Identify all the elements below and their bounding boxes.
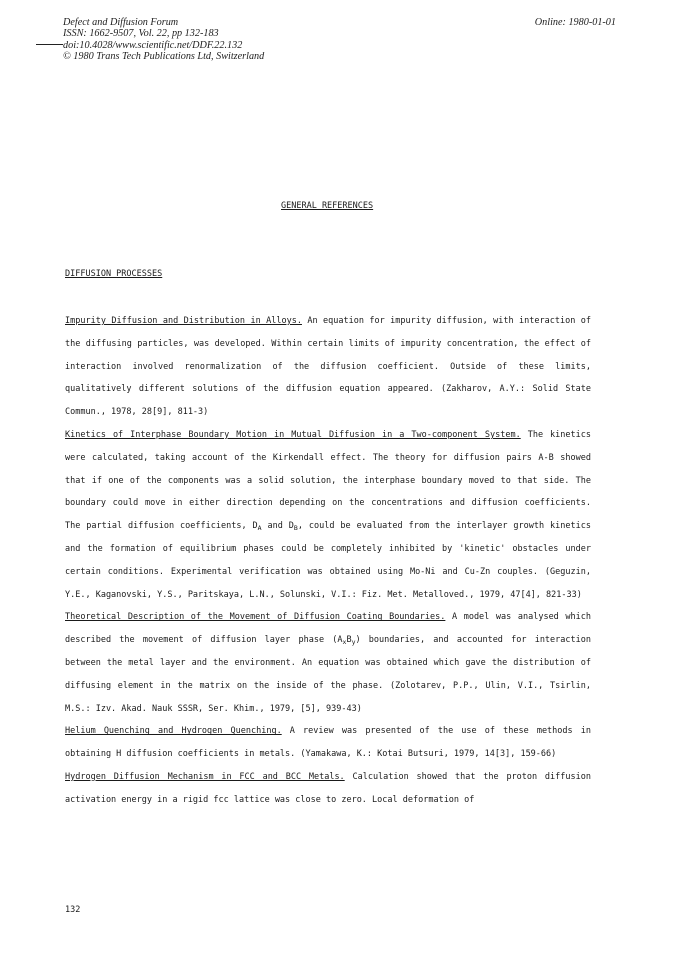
entry-title: Helium Quenching and Hydrogen Quenching. [65,726,282,737]
entry-text: The kinetics were calculated, taking account of the Kirkendall effect. The theory for diffusion pairs A-B showed that if one of the components was a solid solution, the interphase boundary moved to that side. The boundary could move in either direction depending on the concentrations and diffusion coefficients. The partial diffusion coefficients, D [65,429,591,532]
reference-entry [65,720,591,766]
entry-text: A review was presented of the use of these methods in obtaining H diffusion coefficients in metals. (Yamakawa, K.: Kotai Butsuri, 1979, 14[3], 159-66) [65,726,591,760]
entry-text: and D [261,521,294,532]
journal-name: Defect and Diffusion Forum [63,17,179,28]
subscript: x [342,638,347,647]
header-rule [36,44,63,45]
entry-title: Hydrogen Diffusion Mechanism in FCC and BCC Metals. [65,771,345,782]
entry-title: Kinetics of Interphase Boundary Motion in Mutual Diffusion in a Two-component System. [65,429,521,440]
entry-text: , could be evaluated from the interlayer growth kinetics and the formation of equilibrium phases could be completely inhibited by 'kinetic' obstacles under certain conditions. Experimental verification was obtained using Mo-Ni and Cu-Zn couples. (Geguzin, Y.E., Kaganovski, Y.S., Paritskaya, L.N., Solunski, V.I.: Fiz. Met. Metalloved., 1979, 47[4], 821-33) [65,521,591,600]
references-body [65,310,591,812]
page-heading: GENERAL REFERENCES [281,201,374,211]
entry-title: Theoretical Description of the Movement of Diffusion Coating Boundaries. [65,612,446,623]
journal-issn: ISSN: 1662-9507, Vol. 22, pp 132-183 [63,28,219,40]
entry-title: Impurity Diffusion and Distribution in Alloys. [65,316,302,326]
subscript: y [351,638,356,647]
entry-text: An equation for impurity diffusion, with interaction of the diffusing particles, was developed. Within certain limits of impurity concentration, the effect of interaction involved renormalization of the diffusion coefficient. Outside of these limits, qualitatively different solutions of the diffusion equation appeared. (Zakharov, A.Y.: Solid State Commun., 1978, 28[9], 811-3) [65,316,592,418]
reference-entry [65,424,591,606]
journal-header [63,17,264,63]
reference-entry [65,310,591,424]
subscript: A [257,524,262,533]
entry-text: ) boundaries, and accounted for interaction between the metal layer and the environment. An equation was obtained which gave the distribution of diffusing element in the matrix on the inside of the phase. (Zolotarev, P.P., Ulin, V.I., Tsirlin, M.S.: Izv. Akad. Nauk SSSR, Ser. Khim., 1979, [5], 939-43) [65,635,591,714]
reference-entry [65,766,591,812]
journal-doi[interactable]: doi:10.4028/www.scientific.net/DDF.22.132 [63,39,243,51]
online-date: Online: 1980-01-01 [534,17,616,28]
journal-copyright: © 1980 Trans Tech Publications Ltd, Switzerland [63,51,265,63]
entry-text: B [346,635,352,646]
section-heading: DIFFUSION PROCESSES [65,269,163,279]
page-number: 132 [65,905,81,915]
subscript: B [293,524,298,533]
entry-text: Calculation showed that the proton diffusion activation energy in a rigid fcc lattice was close to zero. Local deformation of [65,771,591,805]
entry-text: A model was analysed which described the movement of diffusion layer phase (A [65,612,591,646]
reference-entry [65,606,591,720]
